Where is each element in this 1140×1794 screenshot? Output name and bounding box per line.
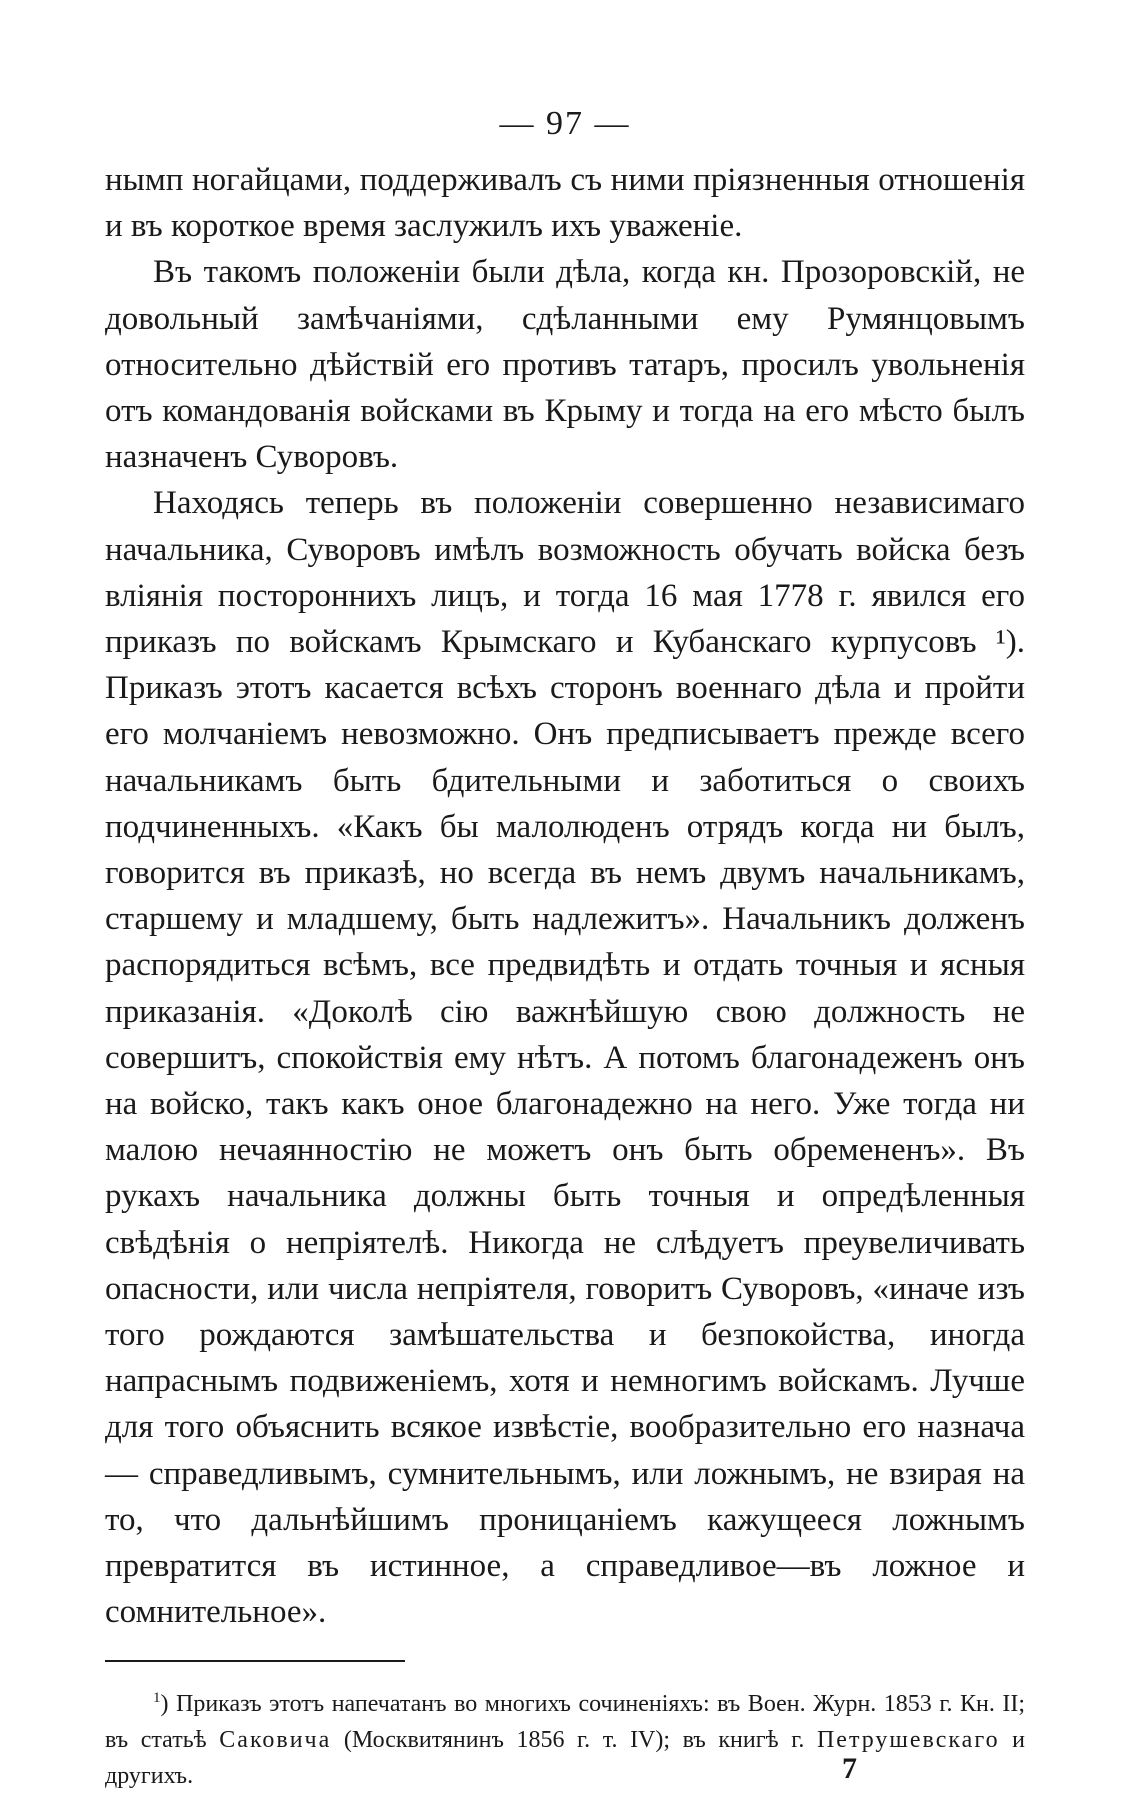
footnote-marker: 1 <box>153 1689 161 1706</box>
paragraph-1: нымп ногайцами, поддерживалъ съ ними пріязненныя отношенія и въ короткое время заслужилъ ихъ уваженіе. <box>105 162 1025 245</box>
footnote-text-c: и другихъ. <box>105 1726 1026 1789</box>
footnote-author: Саковича <box>219 1726 332 1753</box>
paragraph-2: Въ такомъ положеніи были дѣла, когда кн. Прозоровскій, не довольный замѣчаніями, сдѣланными ему Румянцовымъ относительно дѣйствій его противъ татаръ, просилъ увольненія отъ командованія войсками въ Крыму и тогда на его мѣсто былъ назначенъ Суворовъ. <box>105 254 1025 476</box>
footnote-text-b: (Москвитянинъ 1856 г. т. IV); въ книгѣ г. <box>331 1726 817 1753</box>
footnote-divider <box>105 1660 405 1662</box>
footnote <box>105 1680 1025 1794</box>
paragraph-3: Находясь теперь въ положеніи совершенно независимаго начальника, Суворовъ имѣлъ возможность обучать войска безъ вліянія постороннихъ лицъ, и тогда 16 мая 1778 г. явился его приказъ по войскамъ Крымскаго и Кубанскаго курпусовъ ¹). Приказъ этотъ касается всѣхъ сторонъ военнаго дѣла и пройти его молчаніемъ невозможно. Онъ предписываетъ прежде всего начальникамъ быть бдительными и заботиться о своихъ подчиненныхъ. «Какъ бы малолюденъ отрядъ когда ни былъ, говорится въ приказѣ, но всегда въ немъ двумъ начальникамъ, старшему и младшему, быть надлежитъ». Начальникъ долженъ распорядиться всѣмъ, все предвидѣть и отдать точныя и ясныя приказанія. «Доколѣ сію важнѣйшую свою должность не совершитъ, спокойствія ему нѣтъ. А потомъ благонадеженъ онъ на войско, такъ какъ оное благонадежно на него. Уже тогда ни малою нечаянностію не можетъ онъ быть обремененъ». Въ рукахъ начальника должны быть точныя и опредѣленныя свѣдѣнія о непріятелѣ. Никогда не слѣдуетъ преувеличивать опасности, или числа непріятеля, говоритъ Суворовъ, «иначе изъ того рождаются замѣшательства и безпокойства, иногда напраснымъ подвиженіемъ, хотя и немногимъ войскамъ. Лучше для того объяснить всякое извѣстіе, вообразительно его назнача — справедливымъ, сумнительнымъ, или ложнымъ, не взирая на то, что дальнѣйшимъ проницаніемъ кажущееся ложнымъ превратится въ истинное, а справедливое—въ ложное и сомнительное». <box>105 485 1025 1631</box>
signature-mark: 7 <box>842 1752 857 1785</box>
footnote-author-2: Петрушевскаго <box>816 1726 1000 1753</box>
body-text <box>105 157 1025 1636</box>
book-page <box>105 105 1025 1794</box>
footnote-text-a: ) Приказъ этотъ напечатанъ во многихъ сочиненіяхъ: въ Воен. Журн. 1853 г. Кн. II; въ статьѣ <box>105 1690 1025 1753</box>
page-number: — 97 — <box>499 105 631 142</box>
